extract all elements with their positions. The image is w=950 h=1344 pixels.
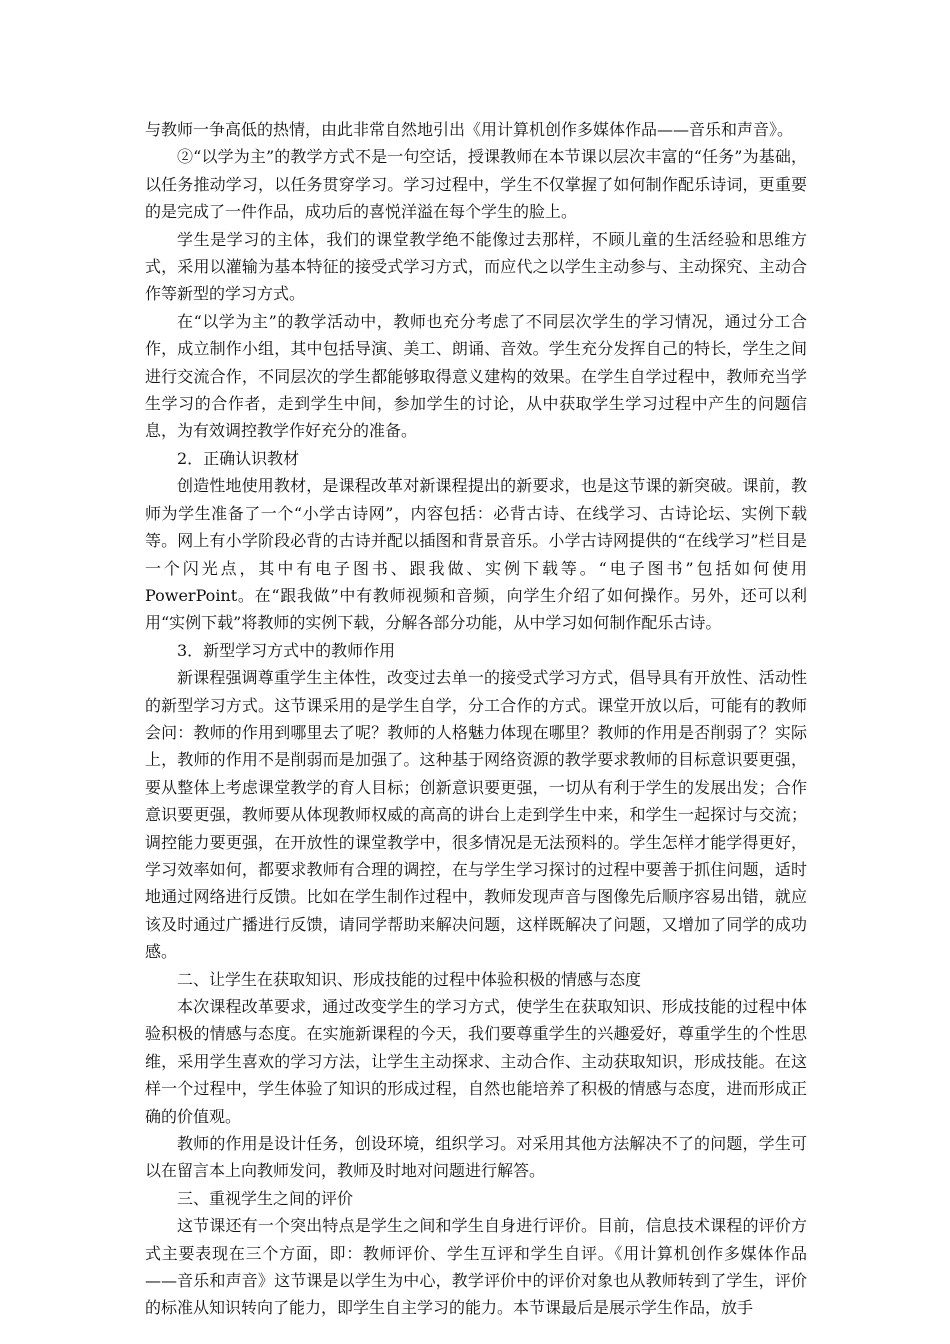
paragraph-continuation: 与教师一争高低的热情，由此非常自然地引出《用计算机创作多媒体作品——音乐和声音》。 xyxy=(145,120,794,139)
document-body xyxy=(145,116,807,1322)
paragraph-evaluation: 这节课还有一个突出特点是学生之间和学生自身进行评价。目前，信息技术课程的评价方式主要表现在三个方面，即：教师评价、学生互评和学生自评。《用计算机创作多媒体作品——音乐和声音》这节课是以学生为中心，教学评价中的评价对象也从教师转到了学生，评价的标准从知识转向了能力，即学生自主学习的能力。本节课最后是展示学生作品，放手 xyxy=(145,1216,807,1318)
paragraph-teaching-materials: 创造性地使用教材，是课程改革对新课程提出的新要求，也是这节课的新突破。课前，教师为学生准备了一个“小学古诗网”，内容包括：必背古诗、在线学习、古诗论坛、实例下载等。网上有小学阶段必背的古诗并配以插图和背景音乐。小学古诗网提供的“在线学习”栏目是一个闪光点，其中有电子图书、跟我做、实例下载等。“电子图书”包括如何使用PowerPoint。在“跟我做”中有教师视频和音频，向学生介绍了如何操作。另外，还可以利用“实例下载”将教师的实例下载，分解各部分功能，从中学习如何制作配乐古诗。 xyxy=(145,476,807,633)
paragraph-teacher-function: 教师的作用是设计任务，创设环境，组织学习。对采用其他方法解决不了的问题，学生可以在留言本上向教师发问，教师及时地对问题进行解答。 xyxy=(145,1134,807,1181)
paragraph-group-work: 在“以学为主”的教学活动中，教师也充分考虑了不同层次学生的学习情况，通过分工合作，成立制作小组，其中包括导演、美工、朗诵、音效。学生充分发挥自己的特长，学生之间进行交流合作，不同层次的学生都能够取得意义建构的效果。在学生自学过程中，教师充当学生学习的合作者，走到学生中间，参加学生的讨论，从中获取学生学习过程中产生的问题信息，为有效调控教学作好充分的准备。 xyxy=(145,311,807,441)
paragraph-student-subject: 学生是学习的主体，我们的课堂教学绝不能像过去那样，不顾儿童的生活经验和思维方式，采用以灌输为基本特征的接受式学习方式，而应代之以学生主动参与、主动探究、主动合作等新型的学习方式。 xyxy=(145,229,807,304)
section-heading-3: 3．新型学习方式中的教师作用 xyxy=(177,640,396,660)
section-heading-three: 三、重视学生之间的评价 xyxy=(177,1188,354,1208)
paragraph-curriculum-reform: 本次课程改革要求，通过改变学生的学习方式，使学生在获取知识、形成技能的过程中体验积极的情感与态度。在实施新课程的今天，我们要尊重学生的兴趣爱好，尊重学生的个性思维，采用学生喜欢的学习方法，让学生主动探求、主动合作、主动获取知识，形成技能。在这样一个过程中，学生体验了知识的形成过程，自然也能培养了积极的情感与态度，进而形成正确的价值观。 xyxy=(145,997,807,1126)
paragraph-teacher-role: 新课程强调尊重学生主体性，改变过去单一的接受式学习方式，倡导具有开放性、活动性的新型学习方式。这节课采用的是学生自学，分工合作的方式。课堂开放以后，可能有的教师会问：教师的作用到哪里去了呢？教师的人格魅力体现在哪里？教师的作用是否削弱了？实际上，教师的作用不是削弱而是加强了。这种基于网络资源的教学要求教师的目标意识要更强，要从整体上考虑课堂教学的育人目标；创新意识要更强，一切从有利于学生的发展出发；合作意识要更强，教师要从体现教师权威的高高的讲台上走到学生中来，和学生一起探讨与交流；调控能力要更强，在开放性的课堂教学中，很多情况是无法预料的。学生怎样才能学得更好，学习效率如何，都要求教师有合理的调控，在与学生学习探讨的过程中要善于抓住问题，适时地通过网络进行反馈。比如在学生制作过程中，教师发现声音与图像先后顺序容易出错，就应该及时通过广播进行反馈，请同学帮助来解决问题，这样既解决了问题，又增加了同学的成功感。 xyxy=(145,668,807,962)
paragraph-learning-focus: ②“以学为主”的教学方式不是一句空话，授课教师在本节课以层次丰富的“任务”为基础，以任务推动学习，以任务贯穿学习。学习过程中，学生不仅掌握了如何制作配乐诗词，更重要的是完成了一件作品，成功后的喜悦洋溢在每个学生的脸上。 xyxy=(145,147,807,222)
section-heading-2: 2．正确认识教材 xyxy=(177,448,300,468)
section-heading-two: 二、让学生在获取知识、形成技能的过程中体验积极的情感与态度 xyxy=(177,969,642,989)
